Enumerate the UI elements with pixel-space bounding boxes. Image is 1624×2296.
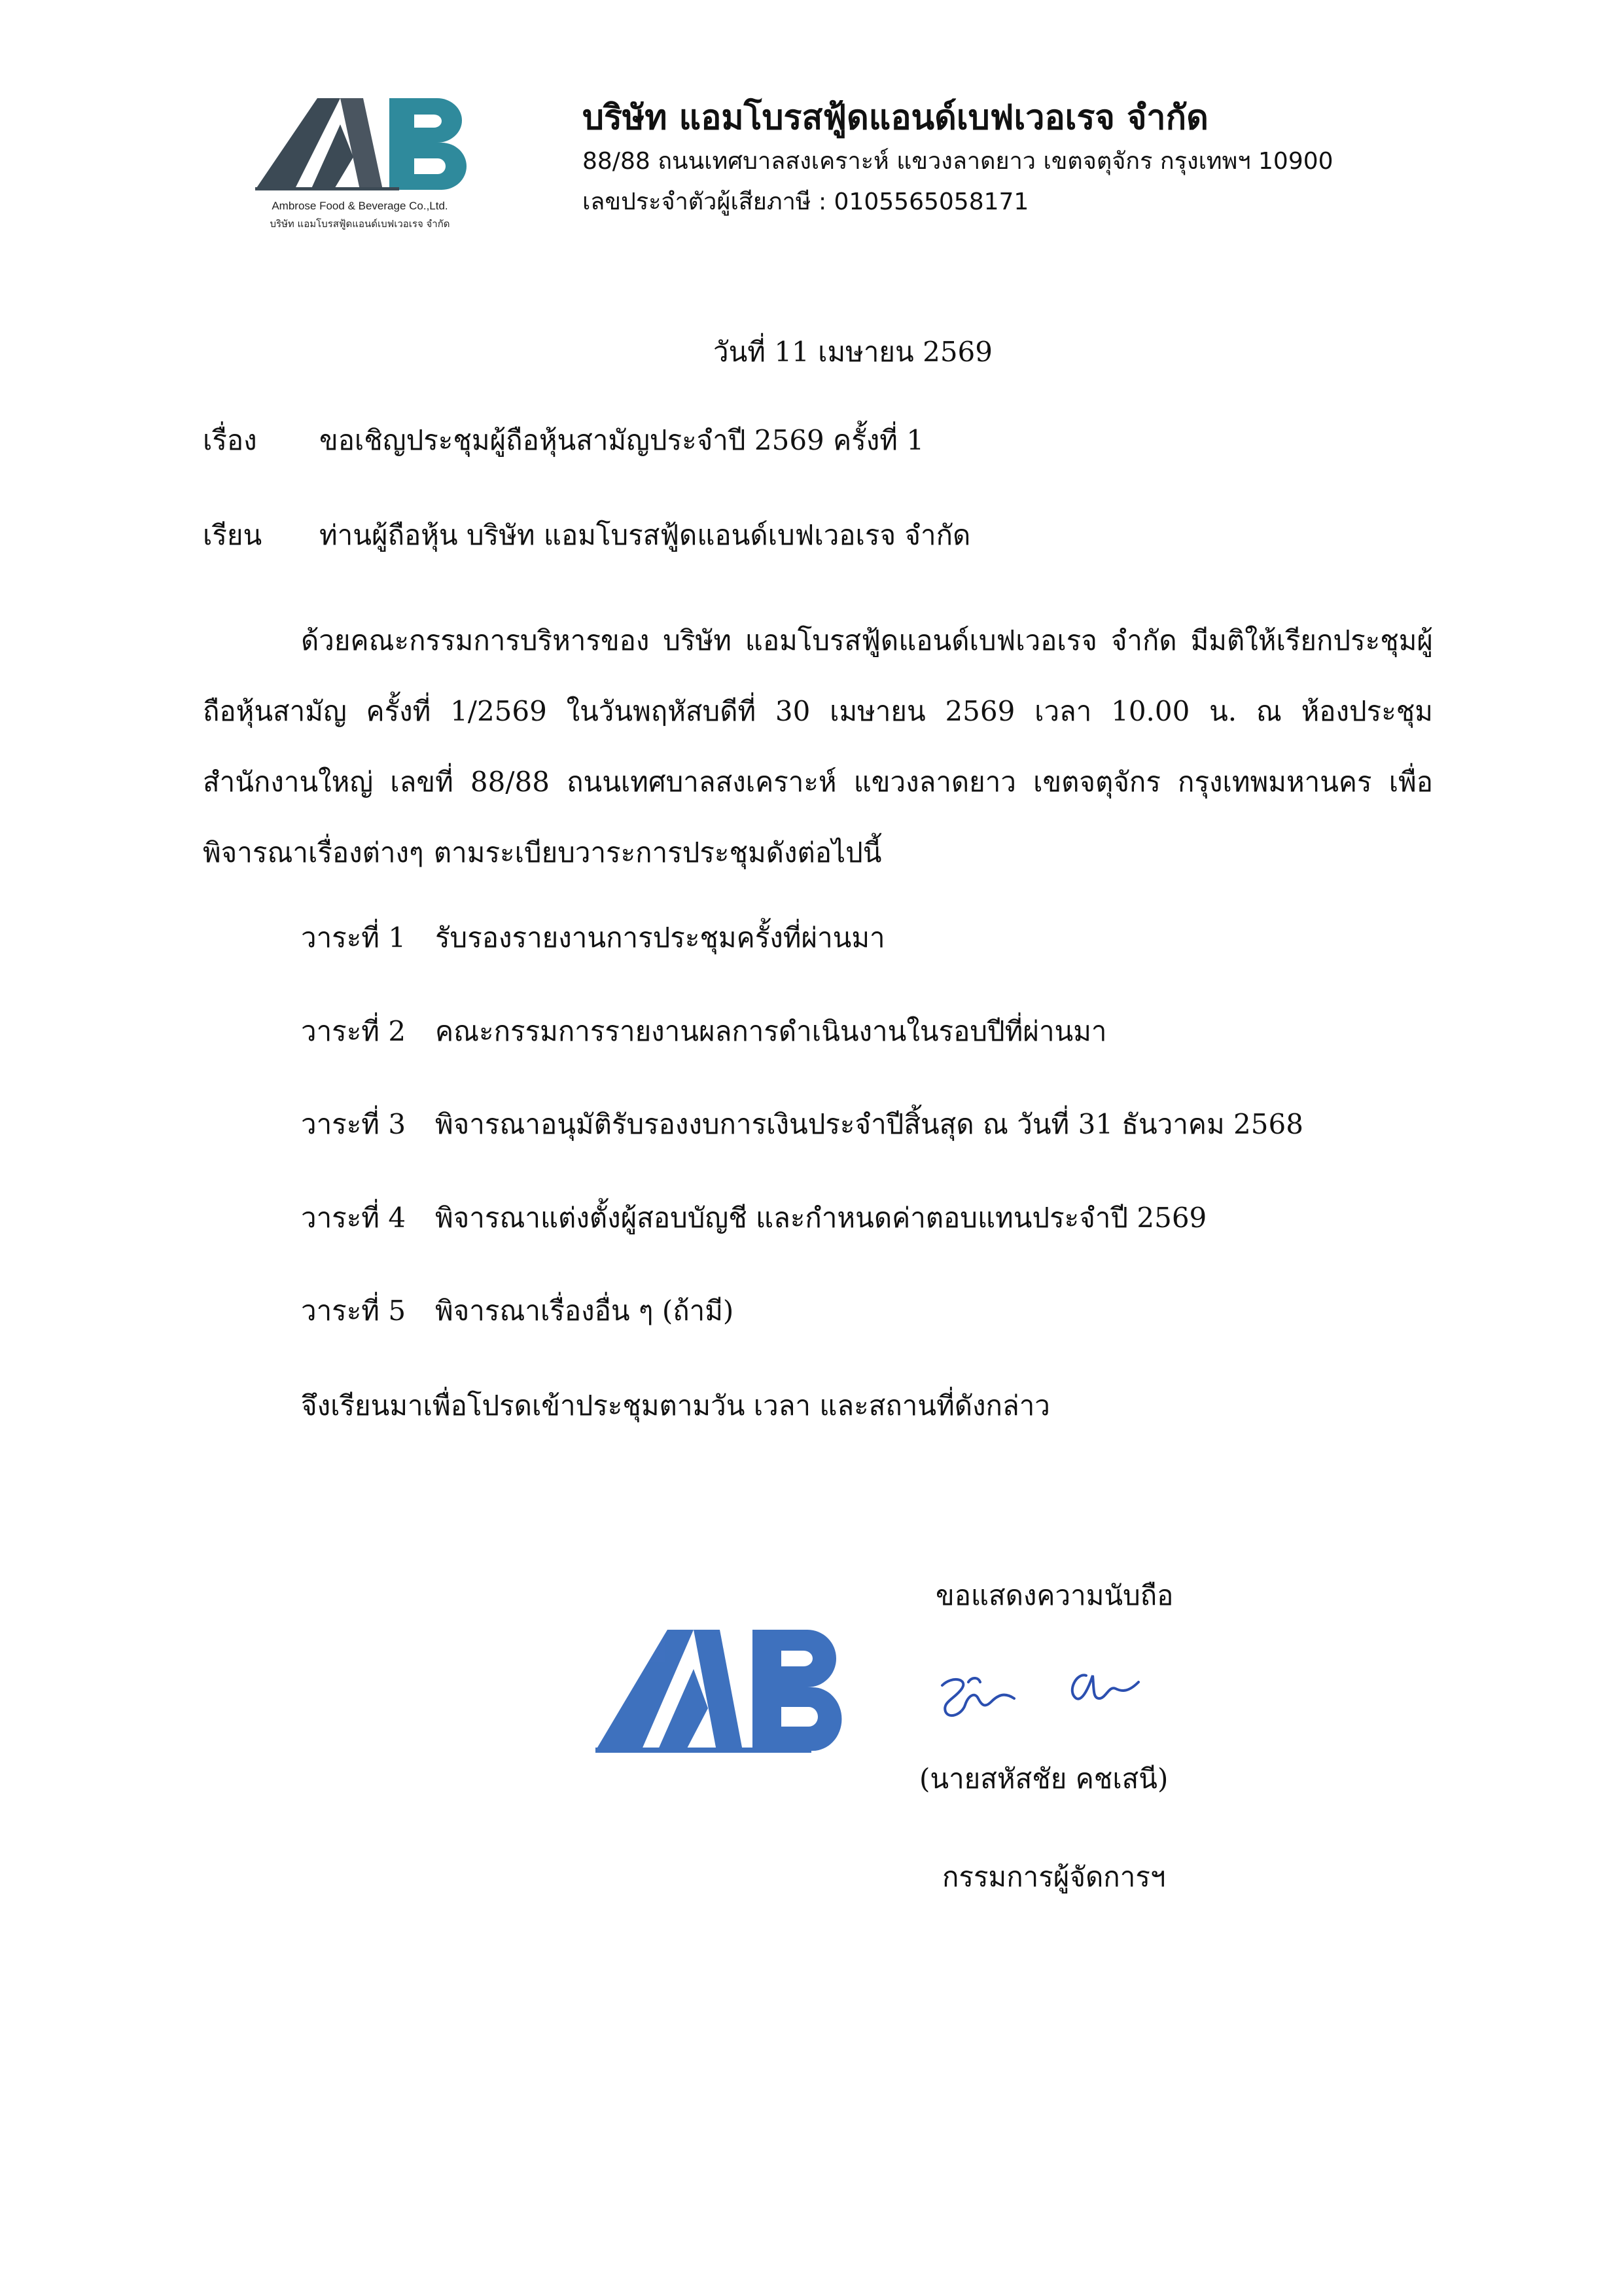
subject-text: ขอเชิญประชุมผู้ถือหุ้นสามัญประจำปี 2569 ครั้งที่ 1 <box>319 424 925 456</box>
signer-name: (นายสหัสชัย คชเสนี) <box>919 1763 1169 1795</box>
agenda-item <box>301 1289 1479 1333</box>
amb-logo-icon <box>249 85 471 196</box>
agenda-number: วาระที่ 1 <box>301 922 406 954</box>
agenda-item <box>301 1196 1479 1240</box>
company-tax-id: เลขประจำตัวผู้เสียภาษี : 0105565058171 <box>582 188 1029 215</box>
letter-date: วันที่ 11 เมษายน 2569 <box>713 336 993 368</box>
regards-text: ขอแสดงความนับถือ <box>936 1579 1174 1611</box>
body-paragraph: ด้วยคณะกรรมการบริหารของ บริษัท แอมโบรสฟู้ดแอนด์เบฟเวอเรจ จำกัด มีมติให้เรียกประชุมผู้ถือหุ้นสามัญ ครั้งที่ 1/2569 ในวันพฤหัสบดีที่ 30 เมษายน 2569 เวลา 10.00 น. ณ ห้องประชุมสำนักงานใหญ่ เลขที่ 88/88 ถนนเทศบาลสงเคราะห์ แขวงลาดยาว เขตจตุจักร กรุงเทพมหานคร เพื่อพิจารณาเรื่องต่างๆ ตามระเบียบวาระการประชุมดังต่อไปนี้ <box>203 624 1433 869</box>
agenda-text: พิจารณาเรื่องอื่น ๆ (ถ้ามี) <box>435 1295 734 1327</box>
agenda-text: คณะกรรมการรายงานผลการดำเนินงานในรอบปีที่ผ่านมา <box>435 1015 1107 1047</box>
recipient-label: เรียน <box>203 519 262 551</box>
agenda-text: พิจารณาแต่งตั้งผู้สอบบัญชี และกำหนดค่าตอบแทนประจำปี 2569 <box>435 1202 1207 1234</box>
stamp-logo-icon <box>589 1617 864 1767</box>
signer-position: กรรมการผู้จัดการฯ <box>942 1861 1166 1893</box>
signature-icon <box>929 1656 1178 1734</box>
recipient-text: ท่านผู้ถือหุ้น บริษัท แอมโบรสฟู้ดแอนด์เบฟเวอเรจ จำกัด <box>319 519 971 551</box>
agenda-number: วาระที่ 2 <box>301 1015 406 1047</box>
agenda-item <box>301 916 1479 960</box>
company-stamp <box>589 1617 864 1770</box>
handwritten-signature <box>929 1656 1178 1738</box>
subject-label: เรื่อง <box>203 424 257 456</box>
agenda-text: รับรองรายงานการประชุมครั้งที่ผ่านมา <box>435 922 885 954</box>
agenda-item <box>301 1103 1479 1146</box>
agenda-number: วาระที่ 4 <box>301 1202 406 1234</box>
closing-sentence: จึงเรียนมาเพื่อโปรดเข้าประชุมตามวัน เวลา และสถานที่ดังกล่าว <box>301 1390 1050 1422</box>
company-info <box>582 95 1433 222</box>
agenda-text: พิจารณาอนุมัติรับรองงบการเงินประจำปีสิ้นสุด ณ วันที่ 31 ธันวาคม 2568 <box>435 1108 1303 1140</box>
logo-caption-th: บริษัท แอมโบรสฟู้ดแอนด์เบฟเวอเรจ จำกัด <box>270 218 450 230</box>
company-address: 88/88 ถนนเทศบาลสงเคราะห์ แขวงลาดยาว เขตจตุจักร กรุงเทพฯ 10900 <box>582 148 1333 175</box>
agenda-number: วาระที่ 3 <box>301 1108 406 1140</box>
agenda-number: วาระที่ 5 <box>301 1295 406 1327</box>
letterhead <box>236 79 1479 236</box>
agenda-item <box>301 1010 1479 1053</box>
logo-caption-en: Ambrose Food & Beverage Co.,Ltd. <box>272 200 448 212</box>
company-logo <box>236 79 484 236</box>
company-name: บริษัท แอมโบรสฟู้ดแอนด์เบฟเวอเรจ จำกัด <box>582 98 1209 137</box>
